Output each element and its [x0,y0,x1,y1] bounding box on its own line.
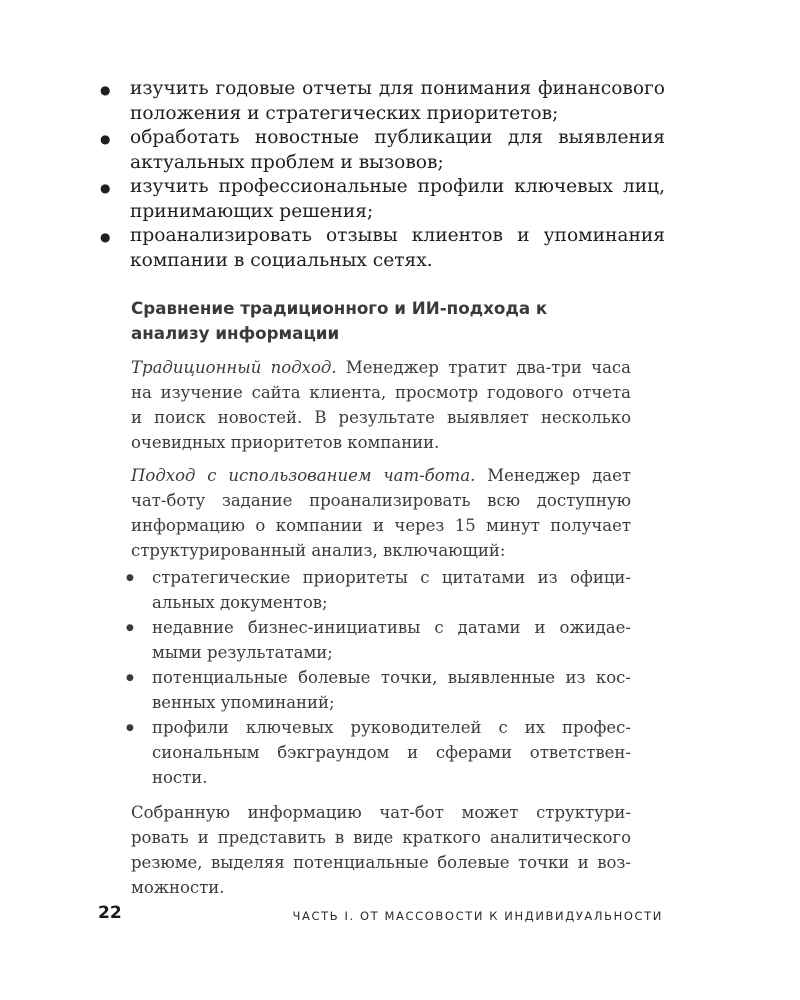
list-item-line: ● недавние бизнес-инициативы с датами и ожидае- [152,618,631,637]
list-item-line: положения и стратегических приоритетов; [130,102,559,124]
running-head: ЧАСТЬ I. ОТ МАССОВОСТИ К ИНДИВИДУАЛЬНОСТИ [292,909,663,923]
paragraph-lead: Подход с использованием чат-бота. [131,466,476,485]
paragraph-line: структурированный анализ, включающий: [131,541,506,560]
paragraph-line: чат-боту задание проанализировать всю доступную [131,491,631,510]
top-bullet-list [100,77,665,273]
list-item [100,126,665,175]
list-item [100,224,665,273]
list-item [131,715,631,790]
list-item-line: компании в социальных сетях. [130,249,433,271]
traditional-approach-paragraph [131,355,631,455]
paragraph-line: можности. [131,878,225,897]
paragraph-line [131,463,631,488]
paragraph-line [131,355,631,380]
list-item-line: принимающих решения; [130,200,374,222]
list-item [100,77,665,126]
list-item [131,615,631,665]
summary-paragraph [131,800,631,900]
list-item-line: ● обработать новостные публикации для выявления [130,127,665,148]
list-item-line: ● изучить профессиональные профили ключевых лиц, [130,176,665,197]
comparison-section [131,296,631,908]
paragraph-text: Менеджер дает [475,466,631,485]
list-item-line: ● профили ключевых руководителей с их профес- [152,718,631,737]
list-item-line: ● проанализировать отзывы клиентов и упоминания [130,225,665,246]
list-item [131,665,631,715]
paragraph-line: информацию о компании и через 15 минут получает [131,516,631,535]
list-item-line: сиональным бэкграундом и сферами ответствен- [152,743,631,762]
list-item [100,175,665,224]
paragraph-line: и поиск новостей. В результате выявляет несколько [131,408,631,427]
list-item [131,565,631,615]
section-title: Сравнение традиционного и ИИ-подхода к анализу информации [131,298,548,343]
paragraph-line: ровать и представить в виде краткого аналитического [131,828,631,847]
list-item-line: мыми результатами; [152,643,333,662]
paragraph-line: на изучение сайта клиента, просмотр годового отчета [131,383,631,402]
paragraph-line: Собранную информацию чат-бот может структури- [131,803,631,822]
list-item-line: венных упоминаний; [152,693,335,712]
list-item-line: альных документов; [152,593,328,612]
paragraph-text: Менеджер тратит два-три часа [336,358,631,377]
paragraph-lead: Традиционный подход. [131,358,337,377]
paragraph-line: очевидных приоритетов компании. [131,433,440,452]
paragraph-line: резюме, выделяя потенциальные болевые точки и воз- [131,853,631,872]
list-item-line: ● потенциальные болевые точки, выявленные из кос- [152,668,631,687]
chatbot-approach-paragraph [131,463,631,563]
page-number: 22 [98,903,122,923]
list-item-line: ● изучить годовые отчеты для понимания финансового [130,78,665,99]
list-item-line: ности. [152,768,208,787]
list-item-line: ● стратегические приоритеты с цитатами из офици- [152,568,631,587]
list-item-line: актуальных проблем и вызовов; [130,151,444,173]
analysis-bullet-list [131,565,631,790]
